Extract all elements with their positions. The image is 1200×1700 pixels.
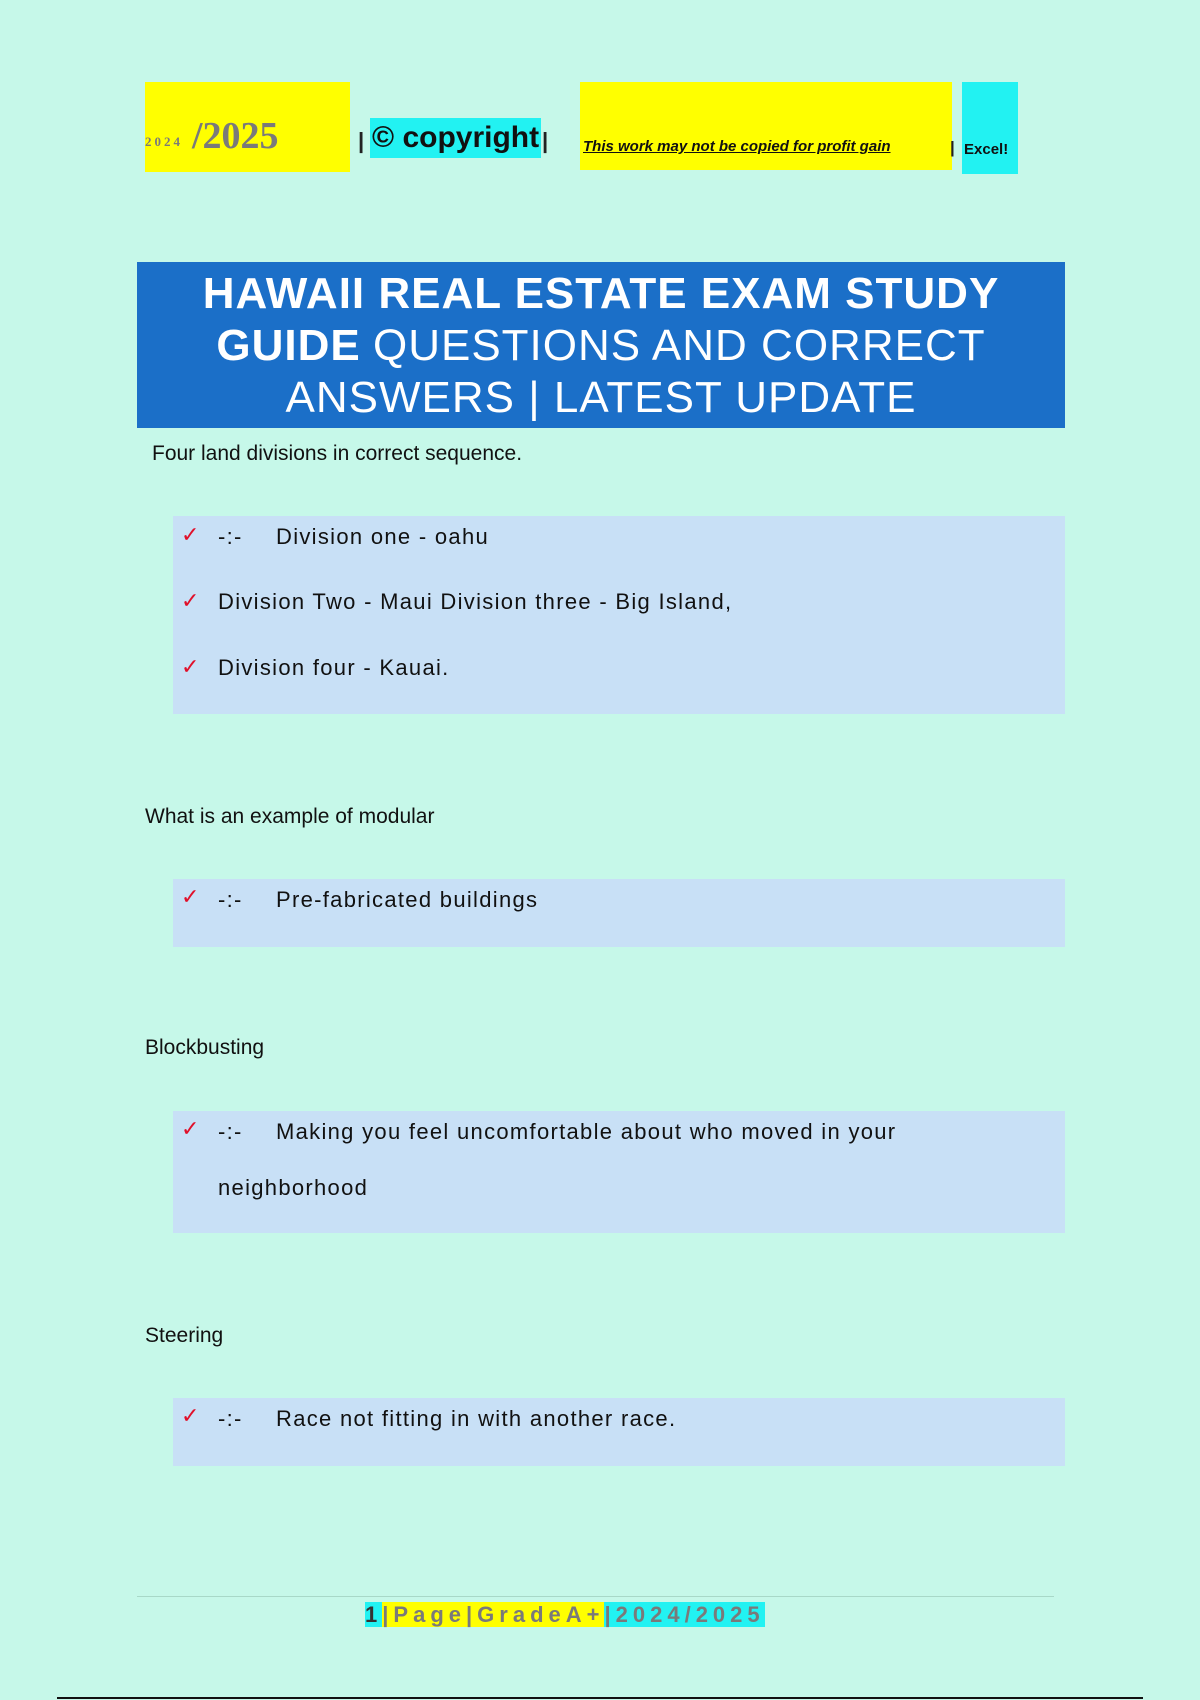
question-text: What is an example of modular	[145, 805, 435, 828]
separator: |	[950, 138, 955, 157]
answer-box	[173, 879, 1065, 947]
title-line3: ANSWERS | LATEST UPDATE	[285, 373, 917, 422]
answer-text: Pre-fabricated buildings	[276, 887, 539, 912]
year-badge	[145, 82, 350, 172]
check-icon: ✓	[181, 1403, 200, 1428]
copy-notice	[580, 82, 952, 170]
page-label: |Page|	[382, 1602, 478, 1627]
answer-box	[173, 516, 1065, 714]
answer-prefix: -:-	[218, 1119, 243, 1144]
title-banner	[137, 262, 1065, 428]
page-footer	[365, 1600, 765, 1630]
grade-label: GradeA+	[477, 1602, 605, 1627]
excel-label: Excel!	[964, 141, 1009, 158]
answer-line	[218, 524, 489, 550]
answer-box	[173, 1111, 1065, 1233]
check-icon: ✓	[181, 654, 200, 679]
separator: |	[358, 128, 365, 153]
answer-text: Race not fitting in with another race.	[276, 1406, 677, 1431]
answer-prefix: -:-	[218, 524, 243, 549]
copyright-label: © copyright	[370, 118, 541, 158]
answer-text: Division one - oahu	[276, 524, 490, 549]
page-number: 1	[365, 1602, 383, 1627]
answer-prefix: -:-	[218, 887, 243, 912]
answer-text: Division Two - Maui Division three - Big Island,	[218, 589, 733, 614]
footer-divider	[137, 1596, 1054, 1597]
excel-badge	[962, 82, 1018, 174]
answer-line	[218, 887, 538, 913]
copy-notice-text: This work may not be copied for profit gain	[583, 138, 891, 155]
answer-box	[173, 1398, 1065, 1466]
answer-text: Making you feel uncomfortable about who moved in your	[276, 1119, 897, 1144]
answer-text: neighborhood	[218, 1175, 369, 1200]
answer-text: Division four - Kauai.	[218, 655, 450, 680]
title-line2-rest: QUESTIONS AND CORRECT	[372, 321, 986, 370]
answer-line	[218, 1119, 896, 1145]
separator: |	[542, 128, 549, 153]
question-text: Steering	[145, 1324, 224, 1347]
year-big: /2025	[192, 115, 279, 157]
check-icon: ✓	[181, 1116, 200, 1141]
year-small: 2024	[145, 134, 183, 149]
check-icon: ✓	[181, 522, 200, 547]
answer-line	[218, 1406, 676, 1432]
bottom-rule	[57, 1697, 1143, 1699]
footer-year: |2024/2025	[604, 1602, 765, 1627]
question-text: Blockbusting	[145, 1036, 265, 1059]
check-icon: ✓	[181, 884, 200, 909]
title-bold-line1: HAWAII REAL ESTATE EXAM STUDY	[202, 269, 1000, 318]
title-bold-line2: GUIDE	[216, 321, 361, 370]
check-icon: ✓	[181, 588, 200, 613]
answer-prefix: -:-	[218, 1406, 243, 1431]
question-text: Four land divisions in correct sequence.	[152, 442, 523, 465]
